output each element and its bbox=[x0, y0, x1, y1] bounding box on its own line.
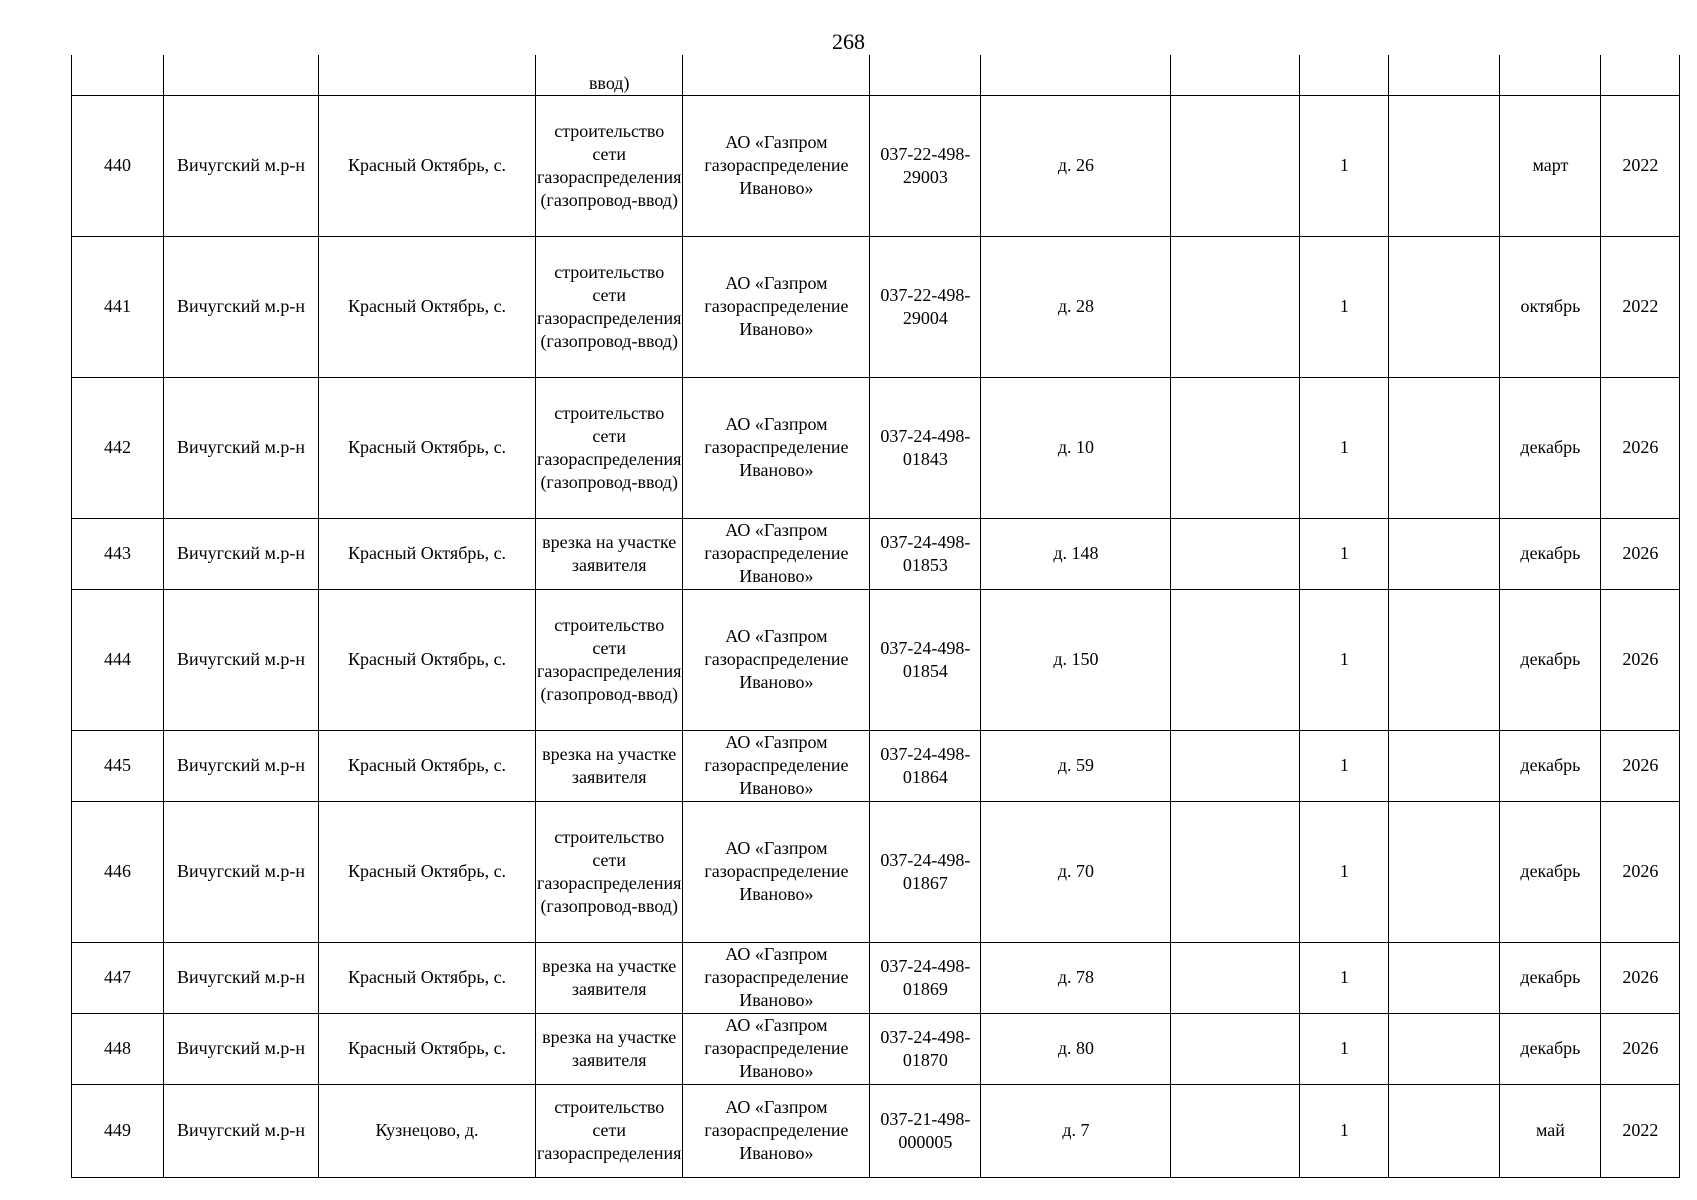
cell-locality: Красный Октябрь, с. bbox=[319, 801, 536, 942]
cell-empty-2 bbox=[1389, 377, 1500, 518]
table-row bbox=[72, 377, 1680, 518]
table-row bbox=[72, 801, 1680, 942]
cell-work: врезка на участке заявителя bbox=[536, 942, 683, 1013]
cell-empty-2 bbox=[1389, 236, 1500, 377]
cell-count: 1 bbox=[1300, 95, 1389, 236]
cell-month: декабрь bbox=[1500, 589, 1601, 730]
cell-month: декабрь bbox=[1500, 1013, 1601, 1084]
cell-month: октябрь bbox=[1500, 236, 1601, 377]
cell-work: строительство сети газораспределения (газопровод-ввод) bbox=[536, 801, 683, 942]
cell-no: 440 bbox=[72, 95, 164, 236]
cell-no: 447 bbox=[72, 942, 164, 1013]
table-row bbox=[72, 1013, 1680, 1084]
cell-month: декабрь bbox=[1500, 942, 1601, 1013]
cell-address: д. 70 bbox=[981, 801, 1171, 942]
cell-no: 448 bbox=[72, 1013, 164, 1084]
cell-empty-1 bbox=[1171, 55, 1300, 95]
table-row bbox=[72, 730, 1680, 801]
cell-no: 449 bbox=[72, 1084, 164, 1177]
cell-count: 1 bbox=[1300, 236, 1389, 377]
cell-region: Вичугский м.р-н bbox=[164, 942, 319, 1013]
cell-region: Вичугский м.р-н bbox=[164, 1013, 319, 1084]
cell-locality bbox=[319, 55, 536, 95]
cell-work: врезка на участке заявителя bbox=[536, 518, 683, 589]
cell-no: 441 bbox=[72, 236, 164, 377]
cell-empty-2 bbox=[1389, 55, 1500, 95]
cell-month: март bbox=[1500, 95, 1601, 236]
cell-region: Вичугский м.р-н bbox=[164, 1084, 319, 1177]
cell-month: декабрь bbox=[1500, 377, 1601, 518]
cell-region: Вичугский м.р-н bbox=[164, 377, 319, 518]
cell-empty-1 bbox=[1171, 801, 1300, 942]
cell-region: Вичугский м.р-н bbox=[164, 95, 319, 236]
cell-work: врезка на участке заявителя bbox=[536, 1013, 683, 1084]
cell-empty-1 bbox=[1171, 1013, 1300, 1084]
cell-no: 443 bbox=[72, 518, 164, 589]
cell-org: АО «Газпром газораспределение Иваново» bbox=[683, 1084, 870, 1177]
table-body bbox=[72, 55, 1680, 1177]
cell-org: АО «Газпром газораспределение Иваново» bbox=[683, 730, 870, 801]
cell-count: 1 bbox=[1300, 589, 1389, 730]
cell-work: строительство сети газораспределения (газопровод-ввод) bbox=[536, 377, 683, 518]
cell-empty-2 bbox=[1389, 730, 1500, 801]
cell-code: 037-22-498-29004 bbox=[870, 236, 981, 377]
cell-work: строительство сети газораспределения (газопровод-ввод) bbox=[536, 95, 683, 236]
cell-month: декабрь bbox=[1500, 730, 1601, 801]
cell-region: Вичугский м.р-н bbox=[164, 236, 319, 377]
cell-org: АО «Газпром газораспределение Иваново» bbox=[683, 518, 870, 589]
cell-org: АО «Газпром газораспределение Иваново» bbox=[683, 801, 870, 942]
cell-year: 2026 bbox=[1601, 518, 1680, 589]
cell-empty-1 bbox=[1171, 377, 1300, 518]
cell-region: Вичугский м.р-н bbox=[164, 589, 319, 730]
cell-org: АО «Газпром газораспределение Иваново» bbox=[683, 236, 870, 377]
cell-empty-1 bbox=[1171, 236, 1300, 377]
table-row bbox=[72, 95, 1680, 236]
cell-count: 1 bbox=[1300, 1084, 1389, 1177]
cell-locality: Красный Октябрь, с. bbox=[319, 95, 536, 236]
cell-empty-1 bbox=[1171, 942, 1300, 1013]
cell-region bbox=[164, 55, 319, 95]
cell-locality: Красный Октябрь, с. bbox=[319, 377, 536, 518]
cell-address: д. 78 bbox=[981, 942, 1171, 1013]
cell-code: 037-24-498-01864 bbox=[870, 730, 981, 801]
cell-year: 2022 bbox=[1601, 236, 1680, 377]
cell-empty-1 bbox=[1171, 1084, 1300, 1177]
cell-region: Вичугский м.р-н bbox=[164, 518, 319, 589]
cell-count: 1 bbox=[1300, 942, 1389, 1013]
cell-work: строительство сети газораспределения bbox=[536, 1084, 683, 1177]
cell-empty-2 bbox=[1389, 1084, 1500, 1177]
table-row bbox=[72, 942, 1680, 1013]
cell-locality: Красный Октябрь, с. bbox=[319, 518, 536, 589]
cell-year bbox=[1601, 55, 1680, 95]
continuation-row bbox=[72, 55, 1680, 95]
cell-empty-1 bbox=[1171, 730, 1300, 801]
cell-code: 037-24-498-01853 bbox=[870, 518, 981, 589]
cell-address bbox=[981, 55, 1171, 95]
cell-empty-2 bbox=[1389, 942, 1500, 1013]
cell-empty-2 bbox=[1389, 801, 1500, 942]
cell-empty-2 bbox=[1389, 95, 1500, 236]
cell-code bbox=[870, 55, 981, 95]
cell-year: 2026 bbox=[1601, 589, 1680, 730]
cell-region: Вичугский м.р-н bbox=[164, 730, 319, 801]
cell-no: 442 bbox=[72, 377, 164, 518]
registry-table bbox=[71, 55, 1680, 1178]
cell-org: АО «Газпром газораспределение Иваново» bbox=[683, 377, 870, 518]
cell-locality: Красный Октябрь, с. bbox=[319, 1013, 536, 1084]
cell-month: декабрь bbox=[1500, 518, 1601, 589]
cell-count: 1 bbox=[1300, 518, 1389, 589]
cell-address: д. 26 bbox=[981, 95, 1171, 236]
cell-empty-1 bbox=[1171, 518, 1300, 589]
cell-org: АО «Газпром газораспределение Иваново» bbox=[683, 589, 870, 730]
cell-no: 445 bbox=[72, 730, 164, 801]
cell-year: 2026 bbox=[1601, 942, 1680, 1013]
cell-code: 037-24-498-01870 bbox=[870, 1013, 981, 1084]
cell-address: д. 28 bbox=[981, 236, 1171, 377]
cell-org: АО «Газпром газораспределение Иваново» bbox=[683, 1013, 870, 1084]
cell-org: АО «Газпром газораспределение Иваново» bbox=[683, 95, 870, 236]
cell-month bbox=[1500, 55, 1601, 95]
cell-locality: Кузнецово, д. bbox=[319, 1084, 536, 1177]
cell-code: 037-24-498-01854 bbox=[870, 589, 981, 730]
cell-work: строительство сети газораспределения (газопровод-ввод) bbox=[536, 236, 683, 377]
cell-count bbox=[1300, 55, 1389, 95]
cell-locality: Красный Октябрь, с. bbox=[319, 236, 536, 377]
cell-code: 037-24-498-01869 bbox=[870, 942, 981, 1013]
cell-region: Вичугский м.р-н bbox=[164, 801, 319, 942]
cell-code: 037-24-498-01843 bbox=[870, 377, 981, 518]
cell-work: врезка на участке заявителя bbox=[536, 730, 683, 801]
cell-code: 037-22-498-29003 bbox=[870, 95, 981, 236]
cell-year: 2026 bbox=[1601, 801, 1680, 942]
cell-empty-2 bbox=[1389, 1013, 1500, 1084]
cell-locality: Красный Октябрь, с. bbox=[319, 589, 536, 730]
cell-no: 446 bbox=[72, 801, 164, 942]
cell-month: май bbox=[1500, 1084, 1601, 1177]
cell-address: д. 59 bbox=[981, 730, 1171, 801]
table-row bbox=[72, 236, 1680, 377]
cell-work: строительство сети газораспределения (газопровод-ввод) bbox=[536, 589, 683, 730]
cell-empty-2 bbox=[1389, 518, 1500, 589]
cell-address: д. 150 bbox=[981, 589, 1171, 730]
table-row bbox=[72, 1084, 1680, 1177]
cell-year: 2026 bbox=[1601, 1013, 1680, 1084]
page-number: 268 bbox=[832, 29, 865, 54]
cell-org bbox=[683, 55, 870, 95]
cell-year: 2022 bbox=[1601, 95, 1680, 236]
cell-empty-2 bbox=[1389, 589, 1500, 730]
cell-no bbox=[72, 55, 164, 95]
cell-count: 1 bbox=[1300, 377, 1389, 518]
cell-locality: Красный Октябрь, с. bbox=[319, 730, 536, 801]
cell-month: декабрь bbox=[1500, 801, 1601, 942]
cell-count: 1 bbox=[1300, 730, 1389, 801]
cell-empty-1 bbox=[1171, 95, 1300, 236]
cell-no: 444 bbox=[72, 589, 164, 730]
cell-count: 1 bbox=[1300, 1013, 1389, 1084]
cell-address: д. 7 bbox=[981, 1084, 1171, 1177]
cell-empty-1 bbox=[1171, 589, 1300, 730]
cell-year: 2026 bbox=[1601, 730, 1680, 801]
table-row bbox=[72, 518, 1680, 589]
cell-address: д. 80 bbox=[981, 1013, 1171, 1084]
cell-locality: Красный Октябрь, с. bbox=[319, 942, 536, 1013]
cell-code: 037-24-498-01867 bbox=[870, 801, 981, 942]
table-row bbox=[72, 589, 1680, 730]
cell-work: ввод) bbox=[536, 55, 683, 95]
cell-code: 037-21-498-000005 bbox=[870, 1084, 981, 1177]
cell-year: 2026 bbox=[1601, 377, 1680, 518]
cell-address: д. 10 bbox=[981, 377, 1171, 518]
cell-org: АО «Газпром газораспределение Иваново» bbox=[683, 942, 870, 1013]
cell-year: 2022 bbox=[1601, 1084, 1680, 1177]
cell-count: 1 bbox=[1300, 801, 1389, 942]
cell-address: д. 148 bbox=[981, 518, 1171, 589]
